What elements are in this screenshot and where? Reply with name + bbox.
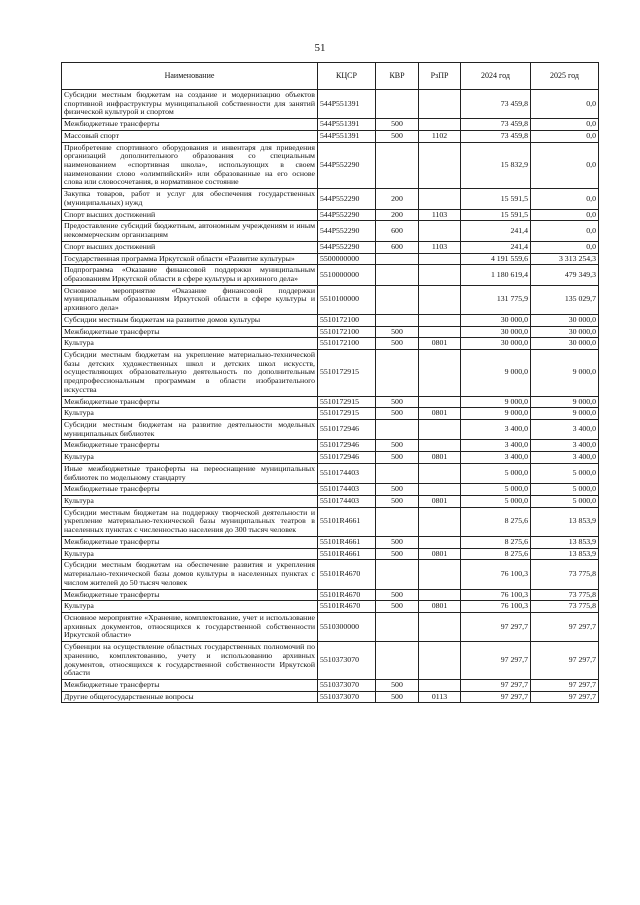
table-row: [62, 642, 599, 680]
cell-kvr: 500: [376, 589, 419, 601]
cell-2024: 3 400,0: [461, 440, 531, 452]
cell-2024: 5 000,0: [461, 496, 531, 508]
cell-2024: 97 297,7: [461, 642, 531, 680]
cell-2025: 97 297,7: [531, 642, 599, 680]
cell-2024: 73 459,8: [461, 90, 531, 119]
cell-rzpr: 1102: [419, 130, 461, 142]
header-name: Наименование: [62, 63, 318, 90]
cell-rzpr: [419, 349, 461, 396]
cell-2025: 5 000,0: [531, 496, 599, 508]
cell-name: Субсидии местным бюджетам на обеспечение развития и укрепления материально-технической базы домов культуры в населенных пунктах с числом жителей до 50 тысяч человек: [62, 560, 318, 589]
table-row: [62, 314, 599, 326]
page-number: 51: [314, 42, 326, 54]
header-kcsr: КЦСР: [318, 63, 376, 90]
cell-2024: 9 000,0: [461, 349, 531, 396]
cell-2025: 13 853,9: [531, 548, 599, 560]
cell-kcsr: 544P552290: [318, 221, 376, 241]
cell-2024: 9 000,0: [461, 408, 531, 420]
cell-2024: 3 400,0: [461, 420, 531, 440]
table-row: [62, 679, 599, 691]
cell-2024: 30 000,0: [461, 326, 531, 338]
cell-name: Субсидии местным бюджетам на развитие деятельности модельных муниципальных библиотек: [62, 420, 318, 440]
cell-2024: 73 459,8: [461, 130, 531, 142]
cell-kvr: 500: [376, 326, 419, 338]
cell-kvr: 500: [376, 548, 419, 560]
cell-rzpr: [419, 612, 461, 641]
cell-2025: 73 775,8: [531, 601, 599, 613]
cell-2025: 97 297,7: [531, 691, 599, 703]
cell-2025: 3 400,0: [531, 420, 599, 440]
cell-kvr: [376, 349, 419, 396]
cell-kcsr: 5510373070: [318, 642, 376, 680]
cell-name: Подпрограмма «Оказание финансовой поддержки муниципальным образованиям Иркутской области в сфере культуры и архивного дела»: [62, 265, 318, 285]
cell-rzpr: [419, 396, 461, 408]
cell-kvr: [376, 142, 419, 189]
table-row: [62, 285, 599, 314]
cell-rzpr: [419, 679, 461, 691]
cell-kcsr: 5500000000: [318, 253, 376, 265]
cell-name: Субвенции на осуществление областных государственных полномочий по хранению, комплектованию, учету и использованию архивных документов, относящихся к государственной собственности Иркутской области: [62, 642, 318, 680]
cell-rzpr: [419, 265, 461, 285]
cell-kvr: 500: [376, 130, 419, 142]
cell-kvr: 500: [376, 691, 419, 703]
cell-name: Иные межбюджетные трансферты на переоснащение муниципальных библиотек по модельному стандарту: [62, 463, 318, 483]
cell-name: Основное мероприятие «Оказание финансовой поддержки муниципальным образованиям Иркутской области в сфере культуры и архивного дела»: [62, 285, 318, 314]
cell-2025: 3 313 254,3: [531, 253, 599, 265]
cell-name: Субсидии местным бюджетам на создание и модернизацию объектов спортивной инфраструктуры муниципальной собственности для занятий физической культурой и спортом: [62, 90, 318, 119]
cell-2025: 97 297,7: [531, 612, 599, 641]
cell-kvr: 500: [376, 396, 419, 408]
table-row: [62, 130, 599, 142]
cell-2024: 76 100,3: [461, 601, 531, 613]
cell-2025: 5 000,0: [531, 484, 599, 496]
table-row: [62, 241, 599, 253]
cell-rzpr: [419, 589, 461, 601]
cell-2024: 15 832,9: [461, 142, 531, 189]
cell-kvr: [376, 420, 419, 440]
cell-kcsr: 5510172915: [318, 408, 376, 420]
cell-kvr: 200: [376, 189, 419, 209]
cell-rzpr: [419, 189, 461, 209]
cell-kvr: [376, 265, 419, 285]
table-row: [62, 452, 599, 464]
cell-rzpr: [419, 253, 461, 265]
cell-2025: 73 775,8: [531, 589, 599, 601]
header-2024: 2024 год: [461, 63, 531, 90]
table-header-row: [62, 63, 599, 90]
cell-kvr: 600: [376, 241, 419, 253]
cell-kvr: 500: [376, 408, 419, 420]
cell-kcsr: 5510174403: [318, 463, 376, 483]
cell-2025: 30 000,0: [531, 314, 599, 326]
cell-rzpr: [419, 642, 461, 680]
cell-rzpr: 0801: [419, 408, 461, 420]
cell-rzpr: [419, 536, 461, 548]
cell-kvr: 500: [376, 440, 419, 452]
cell-rzpr: [419, 440, 461, 452]
cell-rzpr: [419, 420, 461, 440]
cell-kvr: [376, 612, 419, 641]
cell-rzpr: [419, 119, 461, 131]
cell-kvr: [376, 90, 419, 119]
cell-kvr: 500: [376, 119, 419, 131]
cell-2025: 5 000,0: [531, 463, 599, 483]
table-row: [62, 253, 599, 265]
cell-2024: 8 275,6: [461, 507, 531, 536]
cell-rzpr: [419, 90, 461, 119]
cell-name: Межбюджетные трансферты: [62, 679, 318, 691]
cell-2024: 73 459,8: [461, 119, 531, 131]
cell-rzpr: [419, 285, 461, 314]
cell-rzpr: [419, 326, 461, 338]
cell-rzpr: [419, 484, 461, 496]
cell-kcsr: 5510172946: [318, 452, 376, 464]
cell-kvr: [376, 507, 419, 536]
cell-name: Межбюджетные трансферты: [62, 440, 318, 452]
cell-kcsr: 5510172100: [318, 338, 376, 350]
cell-rzpr: 0801: [419, 601, 461, 613]
cell-kcsr: 5510172100: [318, 326, 376, 338]
cell-kvr: [376, 314, 419, 326]
cell-name: Приобретение спортивного оборудования и инвентаря для приведения организаций дополнительного образования со специальным наименованием «спортивная школа», использующих в своем наименовании слово «олимпийский» или образованные на его основе слова или словосочетания, в нормативное состояние: [62, 142, 318, 189]
cell-2024: 15 591,5: [461, 209, 531, 221]
cell-2025: 13 853,9: [531, 507, 599, 536]
cell-kcsr: 544P552290: [318, 209, 376, 221]
cell-rzpr: [419, 507, 461, 536]
header-2025: 2025 год: [531, 63, 599, 90]
cell-2025: 0,0: [531, 221, 599, 241]
table-row: [62, 536, 599, 548]
table-row: [62, 90, 599, 119]
cell-kvr: [376, 285, 419, 314]
table-row: [62, 560, 599, 589]
cell-name: Спорт высших достижений: [62, 209, 318, 221]
table-row: [62, 612, 599, 641]
cell-name: Спорт высших достижений: [62, 241, 318, 253]
cell-2025: 0,0: [531, 130, 599, 142]
cell-kcsr: 544P551391: [318, 119, 376, 131]
cell-rzpr: [419, 314, 461, 326]
cell-name: Межбюджетные трансферты: [62, 396, 318, 408]
cell-rzpr: [419, 463, 461, 483]
cell-kcsr: 55101R4670: [318, 601, 376, 613]
cell-rzpr: 0801: [419, 452, 461, 464]
cell-2025: 0,0: [531, 209, 599, 221]
table-row: [62, 396, 599, 408]
cell-rzpr: 0801: [419, 338, 461, 350]
table-row: [62, 119, 599, 131]
cell-kcsr: 5510000000: [318, 265, 376, 285]
cell-kcsr: 5510174403: [318, 484, 376, 496]
cell-2025: 73 775,8: [531, 560, 599, 589]
table-row: [62, 496, 599, 508]
table-row: [62, 338, 599, 350]
cell-rzpr: 0801: [419, 548, 461, 560]
cell-2025: 97 297,7: [531, 679, 599, 691]
cell-2024: 5 000,0: [461, 484, 531, 496]
table-row: [62, 691, 599, 703]
cell-kcsr: 544P552290: [318, 189, 376, 209]
cell-2025: 0,0: [531, 119, 599, 131]
cell-2025: 3 400,0: [531, 452, 599, 464]
cell-2025: 30 000,0: [531, 326, 599, 338]
cell-2025: 13 853,9: [531, 536, 599, 548]
cell-name: Субсидии местным бюджетам на поддержку творческой деятельности и укрепление материально-технической базы муниципальных театров в населенных пунктах с численностью населения до 300 тысяч человек: [62, 507, 318, 536]
cell-name: Субсидии местным бюджетам на укрепление материально-технической базы детских художественных школ и детских школ искусств, осуществляющих образовательную деятельность по дополнительным предпрофессиональным программам в области изобразительного искусства: [62, 349, 318, 396]
cell-2024: 30 000,0: [461, 338, 531, 350]
cell-2024: 1 180 619,4: [461, 265, 531, 285]
cell-2024: 131 775,9: [461, 285, 531, 314]
table-row: [62, 142, 599, 189]
cell-kcsr: 5510172915: [318, 396, 376, 408]
cell-2024: 30 000,0: [461, 314, 531, 326]
cell-name: Закупка товаров, работ и услуг для обеспечения государственных (муниципальных) нужд: [62, 189, 318, 209]
cell-kcsr: 5510172946: [318, 440, 376, 452]
cell-kcsr: 544P552290: [318, 241, 376, 253]
table-row: [62, 440, 599, 452]
cell-kvr: 500: [376, 338, 419, 350]
cell-2024: 3 400,0: [461, 452, 531, 464]
cell-name: Культура: [62, 408, 318, 420]
cell-kcsr: 544P551391: [318, 90, 376, 119]
cell-2025: 479 349,3: [531, 265, 599, 285]
cell-kcsr: 5510373070: [318, 691, 376, 703]
cell-rzpr: 0801: [419, 496, 461, 508]
table-row: [62, 221, 599, 241]
cell-kcsr: 55101R4670: [318, 560, 376, 589]
table-row: [62, 601, 599, 613]
cell-name: Субсидии местным бюджетам на развитие домов культуры: [62, 314, 318, 326]
cell-name: Межбюджетные трансферты: [62, 326, 318, 338]
table-row: [62, 484, 599, 496]
cell-name: Межбюджетные трансферты: [62, 484, 318, 496]
header-kvr: КВР: [376, 63, 419, 90]
cell-2024: 9 000,0: [461, 396, 531, 408]
cell-kvr: [376, 463, 419, 483]
cell-2024: 97 297,7: [461, 612, 531, 641]
cell-2025: 9 000,0: [531, 408, 599, 420]
cell-kcsr: 5510174403: [318, 496, 376, 508]
cell-kcsr: 5510172946: [318, 420, 376, 440]
cell-2025: 9 000,0: [531, 349, 599, 396]
table-row: [62, 507, 599, 536]
cell-kcsr: 5510172915: [318, 349, 376, 396]
table-row: [62, 209, 599, 221]
cell-name: Культура: [62, 601, 318, 613]
table-row: [62, 349, 599, 396]
cell-2024: 97 297,7: [461, 679, 531, 691]
cell-kvr: [376, 253, 419, 265]
cell-2024: 4 191 559,6: [461, 253, 531, 265]
cell-2024: 15 591,5: [461, 189, 531, 209]
cell-2025: 3 400,0: [531, 440, 599, 452]
table-row: [62, 463, 599, 483]
table-body: [62, 90, 599, 703]
cell-kcsr: 544P551391: [318, 130, 376, 142]
cell-kvr: 500: [376, 536, 419, 548]
cell-kcsr: 55101R4661: [318, 536, 376, 548]
cell-2024: 241,4: [461, 241, 531, 253]
cell-2025: 0,0: [531, 189, 599, 209]
cell-2025: 0,0: [531, 142, 599, 189]
cell-2024: 76 100,3: [461, 560, 531, 589]
cell-name: Межбюджетные трансферты: [62, 119, 318, 131]
cell-name: Культура: [62, 452, 318, 464]
cell-2025: 0,0: [531, 90, 599, 119]
cell-rzpr: [419, 221, 461, 241]
cell-2024: 241,4: [461, 221, 531, 241]
cell-name: Культура: [62, 338, 318, 350]
cell-kvr: [376, 642, 419, 680]
cell-2025: 135 029,7: [531, 285, 599, 314]
cell-kvr: [376, 560, 419, 589]
cell-2024: 5 000,0: [461, 463, 531, 483]
cell-rzpr: [419, 142, 461, 189]
cell-name: Другие общегосударственные вопросы: [62, 691, 318, 703]
cell-kvr: 500: [376, 452, 419, 464]
cell-name: Государственная программа Иркутской области «Развитие культуры»: [62, 253, 318, 265]
cell-kcsr: 5510172100: [318, 314, 376, 326]
cell-2024: 97 297,7: [461, 691, 531, 703]
cell-kcsr: 5510100000: [318, 285, 376, 314]
table-row: [62, 548, 599, 560]
budget-table: [61, 62, 599, 703]
cell-name: Предоставление субсидий бюджетным, автономным учреждениям и иным некоммерческим организациям: [62, 221, 318, 241]
cell-name: Культура: [62, 496, 318, 508]
cell-rzpr: [419, 560, 461, 589]
cell-2024: 8 275,6: [461, 536, 531, 548]
cell-name: Межбюджетные трансферты: [62, 589, 318, 601]
cell-2024: 8 275,6: [461, 548, 531, 560]
cell-name: Основное мероприятие «Хранение, комплектование, учет и использование архивных документов, относящихся к государственной собственности Иркутской области»: [62, 612, 318, 641]
cell-2025: 30 000,0: [531, 338, 599, 350]
table-row: [62, 189, 599, 209]
cell-2025: 9 000,0: [531, 396, 599, 408]
table-row: [62, 265, 599, 285]
cell-name: Культура: [62, 548, 318, 560]
cell-kcsr: 55101R4670: [318, 589, 376, 601]
cell-kvr: 500: [376, 496, 419, 508]
cell-kcsr: 5510373070: [318, 679, 376, 691]
cell-kcsr: 5510300000: [318, 612, 376, 641]
cell-kcsr: 55101R4661: [318, 507, 376, 536]
table-row: [62, 326, 599, 338]
cell-kvr: 600: [376, 221, 419, 241]
cell-name: Межбюджетные трансферты: [62, 536, 318, 548]
header-rzpr: РзПР: [419, 63, 461, 90]
table-row: [62, 589, 599, 601]
cell-kcsr: 544P552290: [318, 142, 376, 189]
cell-2024: 76 100,3: [461, 589, 531, 601]
cell-kcsr: 55101R4661: [318, 548, 376, 560]
cell-kvr: 500: [376, 484, 419, 496]
cell-kvr: 500: [376, 601, 419, 613]
cell-kvr: 200: [376, 209, 419, 221]
cell-name: Массовый спорт: [62, 130, 318, 142]
cell-2025: 0,0: [531, 241, 599, 253]
table-row: [62, 408, 599, 420]
cell-rzpr: 0113: [419, 691, 461, 703]
cell-rzpr: 1103: [419, 209, 461, 221]
cell-kvr: 500: [376, 679, 419, 691]
cell-rzpr: 1103: [419, 241, 461, 253]
table-row: [62, 420, 599, 440]
